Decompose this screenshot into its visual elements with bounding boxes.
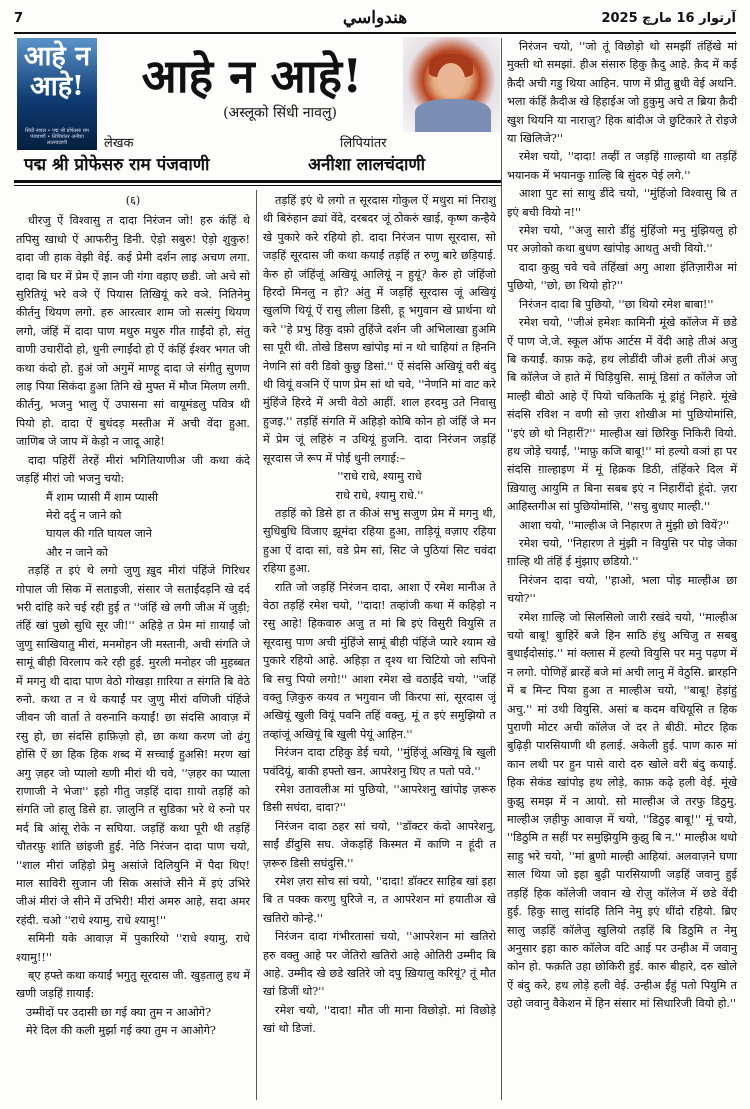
article-column-2 — [263, 192, 496, 1104]
paragraph: तड़हिं इएं थे लगो त सूरदास गोकुल ऐं मथुरा मां निराशु थी बिरुंहान ढ्यां वेंदे, दरबदर जूं ठोकरुं खाई, कृष्ण कन्हैये खे पुकारे करे रहियो हो. दादा निरंजन पाण सूरदास, सो जड़हिं सूरदास जी कथा कयाईं तड़हिं त रुणु बारे छड़ियाई. केरु हो जंहिंजूं अखियूं आलियूं न हुयूं? केरु हो जंहिंजो हिरदो मिनलु न हो? अंतु में जड़हिं सूरदास जूं अखियूं खुलणि थियूं ऐं रासु लीला डिसी, हू भगुवान खे प्रार्थना थो करे ''हे प्रभु हिकु दफ़ो तुहिंजे दर्शन जी अभिलाखा हुअमि सा पूरी थी. तोखे डिसण खांपोइ मां न थो चाहियां त हिननि नेणनि सां वरी डिवो कुछु डिसां.'' ऐं संदसि अखियूं वरी बंदु थी वियूं वञनि ऐं पाण प्रेम सां थो चवे, ''नेणनि मां वाट करे मुंहिंजे हिरदे में अची वेठो आहीं. शाल हरदमु उते निवासु हुजइ.'' तड़हिं संगति में अहिड़ो कोबि कोन हो जंहिं जे मन में प्रेम जूं लहिरुं न उथियूं हुजनि. दादा निरंजन जड़हिं सूरदास जे रूप में पोई धुनी लगाई:– — [263, 194, 496, 465]
paragraph: रमेश उतावलीअ मां पुछियो, ''आपरेशनु खांपोइ ज़रूरु डिसी सघंदा, दादा?'' — [263, 783, 496, 815]
paragraph: रमेश चयो, ''जीअं हमेशः कामिनी मूंखे कॉलेज में छडे ऐं पाण जे.जे. स्कूल ऑफ आर्टस में वेंदी आहे तीअं अजु बि कयाईं. काफ़ कढ़े, हथ लोडींदी जीअं हली तीअं अजु बि कॉलेज जे हाते में घिड़ियुसि. सामूं डिसां त कॉलेज जो माल्ही बीठो आहे ऐं पियो चकितकि मूं ड्रांहुं निहारे. मूंखे संदसि रविश न वणी सो ज़रा शोखीअ मां पुछियोमांसि, ''इएं छो थो निहारीं?'' माल्हीअ खां छिरिकु निकिरी वियो. हथ जोड़े चयाईं, ''माफ़ु कजि बाबू!'' मां हल्यो वञां हा पर संदसि ग़ाल्हाइण में मूं हिक्रक डिठी, तंहिंकरे दिल में ख़ियालु आयुमि त बिना सबब इएं न निहारींदो हूंदो. ज़रा आहिस्तगीअ सां पुछियोमांसि, ''सचु बुधाए माल्ही.'' — [507, 316, 737, 514]
verse-line: मेरे दिल की कली मुर्झा गई क्या तुम न आओगे? — [26, 1024, 216, 1038]
paragraph: धीरजु ऐं विश्वासु त दादा निरंजन जो! हरु कंहिं थे तपिसु खाधो ऐं आफरीनु डिनी. ऐड़ो सबुरु! ऐड़ो शुकुरु! दादा जी हाक वेझी वेई. कई प्रेमी दर्शन लाइ अचण लगा. दादा बि घर में प्रेम ऐं ज्ञान जी गंगा वहाए छडी. जो अचे सो सुरितियूं भरे वञे ऐं पियास तिखियूं करे वञे. नितिनेमु कीर्तनु थियण लगो. हरु आरत्वार शाम जो सत्संगु थियण लगो, जंहिं में दादा पाण मधुरु मधुरु गीत ग़ाईंदो हो, संतु वाणी उचारींदो हो, धुनी ल्गाईंदो हो ऐं कंहिं ईश्वर भगत जी कथा कंदो हो. हुअं जो अगुमें माण्हू दादा जे संगीतु सुणण लाइ पिया सिकंदा हुआ तिनि खे मुफ्त में मौज मिलण लगी. कीर्तनु, भजनु भालु ऐं उपासना सां वायूमंडलु पवित्र थी पियो हो. दादा ऐं बुधंदड़ मस्तीअ में अची वेंदा हुआ. जाणिब जे जाप में केड़ो न जादू आहे! — [16, 214, 250, 449]
paragraph: रमेश ग़ाल्हि जो सिलसिलो जारी रखंदे चयो, ''माल्हीअ चयो बाबू! बुाहिरें बजे हिन साठि हंधु अचिजु त सबबु बुधाईंदोसांइ.'' मां क्लास में हल्यो वियुसि पर मनु पढ़ण में न लगो. पोणिहें ब्रारहें बजे मां अची लानु में वेठुसि. ब्रारहनि में ब मिन्ट पिया हुआ त माल्हीअ चयो, ''बाबू! हेड़ांहुं अचु.'' मां उथी वियुसि. असां ब कदम वधियूसि त हिक पुराणी मोटर अची कॉलेज जे दर ते बीठी. मोटर हिक बुढ़िड़ी पारसियाणी थी हलाई. अकेली हुई. पाण कारु मां कान लथी पर हुन पासे वारो दरु खोले वरी बंदु कयाई. हिक सेकंड खांपोइ हथ लोड़े, काफ़ कढ़े हली वेई. मूंखे कुझु समझ में न आयो. सो माल्हीअ जे तरफु डिठुमु. माल्हीअ ज़हीफु आवाज़ में चयो, ''डिठुइ बाबू!'' मूं चयो, ''डिठुमि त सहीं पर समुझियुमि कुझु बि न.'' माल्हीअ थधो साहु भरे चयो, ''मां ब्रुणो माल्ही आहियां. अलवाज़ने घणा साल थिया जो इहा बुढ़ी पारसियाणी जड़हिं जवानु हुई तड़हिं हिक कॉलेजी जवान खे रोज़ु कॉलेज में छडे वेंदी हुई. हिकु सालु सांदहि तिनि नेमु इएं थींदो रहियो. ब्रिए सालु जड़हिं कॉलेजु खुलियो तड़हिं बि डिठुमि त नेमु अनुसार इहा कारु कॉलेज वटि आई पर उन्हीअ में जवानु कोन हो. फक़ति उहा छोकिरी हुई. कारु बीहारे, दरु खोले ऐं बंदु करे, हथ लोड़े हली वेई. उन्हीअ ईंहुं पतो पियुमि त उहो जवानु वैकेशन में हिन संसार मां सिधारिजी वियो हो.'' — [507, 610, 737, 1011]
paragraph: रमेश चयो, ''दादा! मौत जी माना विछोड़ो. मां विछोड़े खां थो डिजां. — [263, 1003, 496, 1036]
paragraph: रमेश ज़रा सोच सां चयो, ''दादा! डॉक्टर साहिब खां इहा बि त पक्क करणु घुरिजे न, त आपरेशन मां हयातीअ खे खतिरो कोन्हे.'' — [263, 875, 496, 925]
paragraph: ब्ए हफ्ते कथा कयाईं भगुतु सूरदास जी. खुड़तालु हथ में खणी जड़हिं ग़ायाईं: — [16, 969, 250, 1001]
verse-line: ''राधे राधे, श्यामु राधे — [337, 470, 422, 484]
verse-line: मेरो दर्दु न जाने को — [46, 508, 122, 522]
verse-line: मैं शाम प्यासी मैं शाम प्यासी — [46, 490, 158, 504]
author-photo — [403, 37, 500, 132]
cover-title: आहे न आहे! — [23, 41, 91, 102]
verse-line: राधे राधे, श्यामु राधे.'' — [335, 488, 424, 502]
column-divider — [501, 38, 502, 1100]
paragraph: आशा पुट सां साथु डींदे चयो, ''मुंहिंजो विश्वासु बि त इएं बची वियो न!'' — [507, 187, 737, 219]
paragraph: समिनी यके आवाज़ में पुकारियो ''राधे श्यामु, राधे श्यामु!!'' — [16, 932, 250, 964]
transliterator-name: अनीशा लालचंदाणी — [308, 155, 426, 175]
title-rule-thin — [14, 185, 501, 186]
paragraph: रमेश चयो, ''दादा! तव्हीं त जड़हिं ग़ाल्हायो था तड़हिं भयानक में भयानकु ग़ाल्हि बि सुंदरु पेई लगे.'' — [507, 150, 737, 182]
verse-line: और न जाने को — [46, 545, 108, 559]
paragraph: तड़हिं त इएं थे लगो जुणु ख़ुद मीरां पंहिंजे गिरिधर गोपाल जी सिक में सताइजी, संसार जे सताईंदड़नि खे दर्द भरी दांहि करे चई रही हुई त ''जंहिं खे लगी जीअ में जुड़ी; तंहिं खां पुछो सुधि सूर जी!'' अहिड़े त प्रेम मां ग़ायाईं जो जुणु साखियातु मीरां, मनमोहन जी मस्तानी, अची संगति जे सामूं बीही विरलाप करे रही हुई. मुरली मनोहर जी मुहब्बत में मगनु थी दादा पाण वेठो गोखड़ा ग़ारिया त संगति बि वेठे रुनो. कथा त न थे कयाईं पर जुणु मीरां वणिजी पंहिंजे जीवन जी वार्ता ते वरुनानि कयाईं! छा संदसि आवाज़ में रसु हो, छा संदसि हाफ़िज़ो हो, छा कथा करण जो ढंगु होसि ऐं छा हिक हिक शब्द में सच्चाई हुअसि! मरण खां अगु ज़हर जो प्यालो ख्णी मीरां थी चवे, ''ज़हर का प्याला राणाजी ने भेजा'' इहो गीतु जड़हिं दादा ग़ायो तड़हिं को संगति जो हालु डिसे हा. ज़ालुनि त सुडिका भरे थे रुनो पर मर्द बि आंसू रोके न सघिया. जड़हिं कथा पूरी थी तड़हिं चौतरफ़ु शांति छांइजी हुई. नेठि निरंजन दादा पाण चयो, ''शाल मीरां जहिड़ो प्रेमु असांजे दिलियुनि में पैदा थिए! माल साविरी सुजान जी सिक असांजे सीने में इएं उभिरे जीअं मीरां जे सीने में उभिरी! मीरां अमरु आहे, सदा अमर रहंदी. चओ ''राधे श्यामु, राधे श्यामु!'' — [16, 564, 250, 927]
issue-date: آرتوار 16 مارچ 2025 — [601, 11, 736, 26]
article-column-1 — [16, 192, 250, 1104]
chapter-number: (६) — [125, 194, 141, 207]
verse-line: घायल की गति घायल जाने — [46, 527, 152, 541]
paragraph: निरंजन दादा टहिकु डेई चयो, ''मुंहिंजूं अखियूं बि खुली पवंदियूं, बाकी हफ्तो खन. आपरेशनु थिए त पतो पवे.'' — [263, 746, 496, 778]
author-label: लेखक — [104, 136, 134, 151]
page-header — [14, 8, 736, 30]
paragraph: रमेश चयो, ''अजु सारो डींहुं मुंहिंजो मनु मुंझियलु हो पर अज़ोको कथा बुधण खांपोइ आथतु अची वियो.'' — [507, 224, 737, 256]
article-column-3 — [507, 38, 737, 1104]
author-name: पद्म श्री प्रोफेसरु राम पंजवाणी — [24, 155, 210, 175]
cover-subtitle: सिंधी नावल • पद्म श्री प्रोफेसरु राम पंजवाणी • लिपियांतर अनीशा लालचंदाणी — [25, 128, 89, 146]
article-subtitle: (अस्लूको सिंधी नावलु) — [223, 105, 337, 121]
masthead: هندواسي — [342, 8, 408, 28]
paragraph: निरंजन दादा गंभीरतासां चयो, ''आपरेशन मां खतिरो हरु वक्तु आहे पर जेतिरो खतिरो आहे ओतिरी उम्मीद बि आहे. उम्मीद खे छडे खतिरे जो दपु ख़ियालु करियूं? तूं मौत खां डिजीं थो?'' — [263, 930, 496, 999]
paragraph: निरंजन दादा बि पुछियो, ''छा थियो रमेश बाबा!'' — [519, 297, 714, 311]
verse-line: उम्मीदों पर उदासी छा गई क्या तुम न आओगे? — [26, 1005, 212, 1019]
transliterator-label: लिपियांतर — [340, 136, 387, 151]
paragraph: रमेश चयो, ''निहारण ते मुंझी न वियुसि पर पोइ जेका ग़ाल्हि थी तंहिं ई मुंझाए छडियो.'' — [507, 536, 737, 569]
paragraph: निरंजन दादा चयो, ''हाओ, भला पोइ माल्हीअ छा चयो?'' — [507, 573, 737, 606]
paragraph: राति जो जड़हिं निरंजन दादा, आशा ऐं रमेश मानीअ ते वेठा तड़हिं रमेश चयो, ''दादा! तव्हांजी कथा में कहिड़ो न रसु आहे! हिकवारु अजु त मां बि इएं विसुरी वियुसि त सूरदासु पाण अची मुंहिंजे सामूं बीही पंहिंजे प्यारे श्याम खे पुकारे रहियो आहे. अहिड़ा त दृश्य था चिटियो जो सपिनो बि सचु पियो लगो!'' आशा रमेश खे वठाईंदे चयो, ''जहिं वक्तु ज़िकुरु कयव त भगुवान जी किरपा सां, सूरदास जूं अखियूं खुली वियूं पवनि तहिं वक्तु, मूं त इएं समुझियो त तव्हांजूं अखियूं बि खुली पेयूं आहिन.'' — [263, 580, 496, 741]
article-title: आहे न आहे! — [141, 49, 363, 103]
paragraph: निरंजन दादा ठहर सां चयो, ''डॉक्टर कंदो आपरेशनु, साईं डींदुसि सघ. जेकड़हिं किस्मत में काणि न हूंदी त ज़रूरु डिसी सघंदुसि.'' — [263, 819, 496, 870]
title-rule — [14, 180, 501, 183]
paragraph: दादा पहिरीं तेरहें मीरां भगितियाणीअ जी कथा कंदे जड़हिं मीरां जो भजनु चयो: — [16, 453, 250, 486]
header-rule — [14, 32, 736, 34]
paragraph: तड़हिं को डिसे हा त कीअं सभु सजुण प्रेम में मगनु थी, सुधिबुधि विजाए झूमंदा रहिया हुआ, ताड़ियूं वज़ाए रहिया हुआ ऐं दादा सां, वडे प्रेम सां, सिट जे पुठियां सिट चवंदा रहिया हुआ. — [263, 506, 496, 576]
paragraph: निरंजन चयो, ''जो तूं विछोड़ो थो समझीं तंहिंखे मां मुक्ती थो समझां. हीअ संसारु हिकु क़ैदु आहे. क़ैद में कई क़ैदी अची गडु थिया आहिन. पाण में प्रीतु ब्रुधी वेई अथनि. भला कंहिं क़ैदीअ खे हिहाईअ जो हुकुमु अचे त ब्रिया क़ैदी खुश थियनि या नाराज़ु? हिक बांदीअ जे छुटिकारे ते रोइजे या खिलिजे?'' — [507, 40, 737, 146]
paragraph: दादा कुझु चवे चवे तंहिंखां अगु आशा इंतिज़ारीअ मां पुछियो, ''छो, छा थियो हो?'' — [507, 260, 737, 293]
paragraph: आशा चयो, ''माल्हीअ जे निहारण ते मुंझी छो वियें?'' — [519, 518, 730, 532]
book-cover-image — [17, 38, 97, 150]
column-divider — [256, 190, 257, 1100]
page-number: 7 — [14, 11, 24, 26]
